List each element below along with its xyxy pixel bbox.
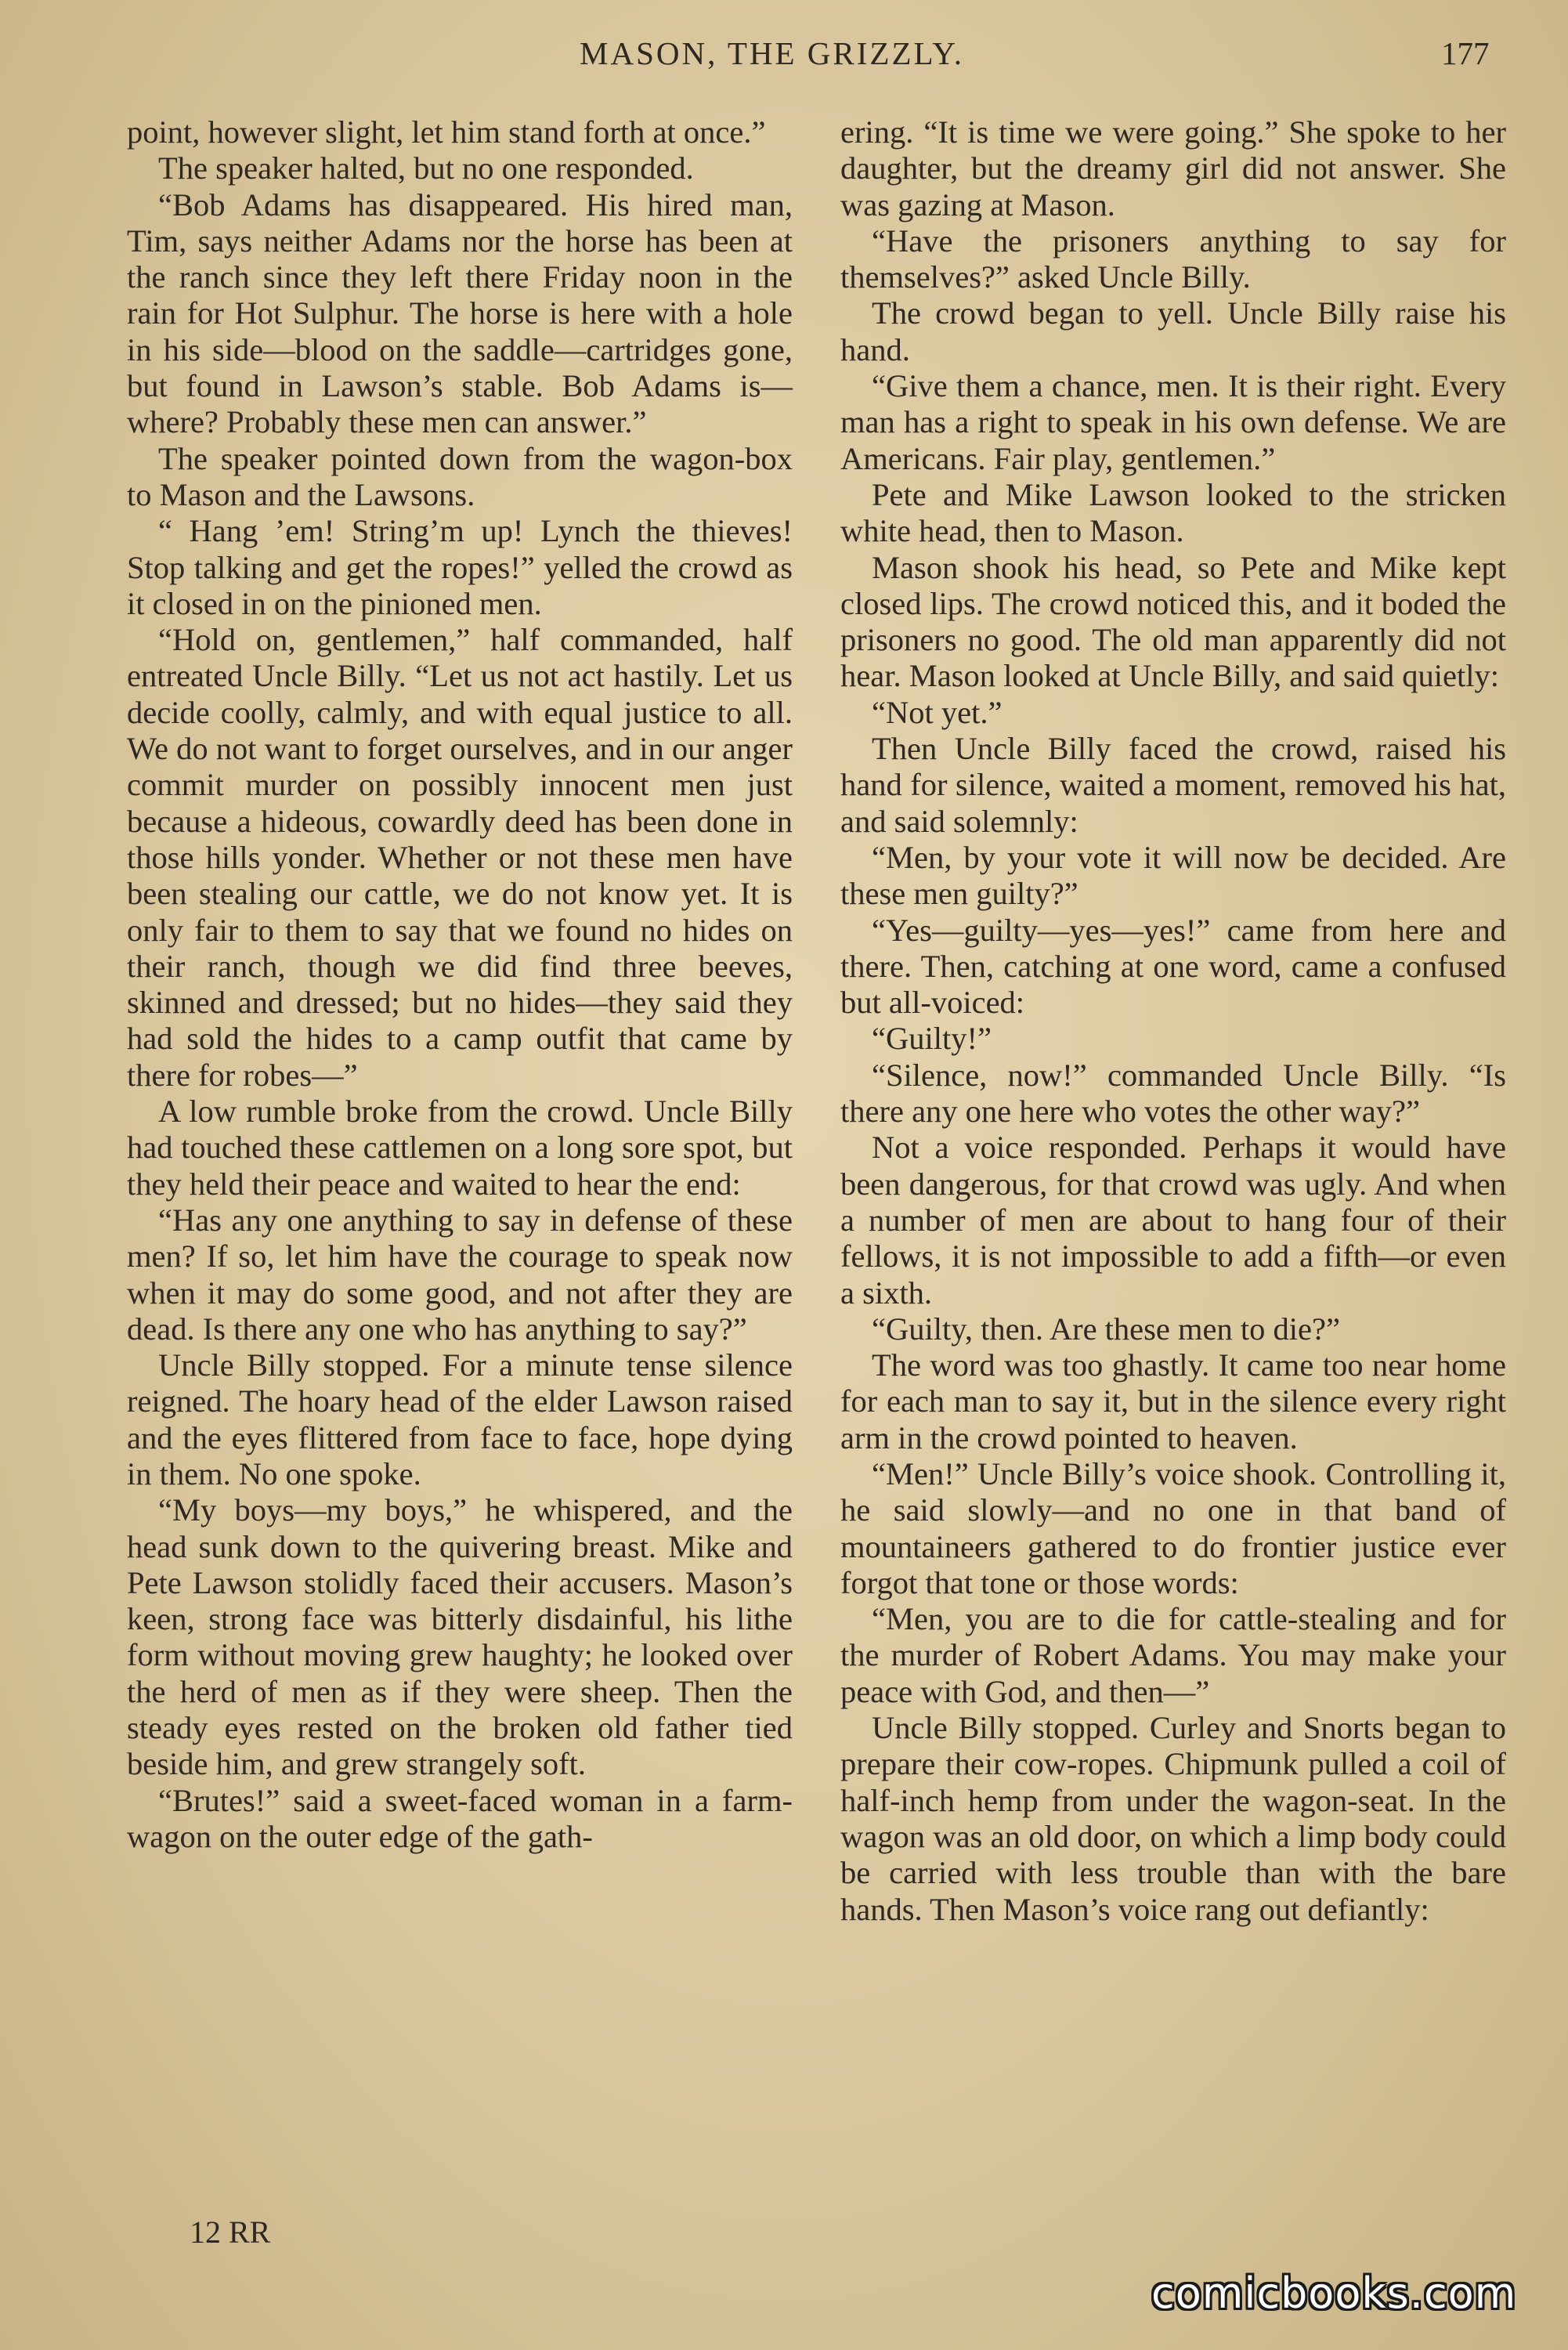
paragraph: ering. “It is time we were going.” She spoke to her daughter, but the dreamy girl did not answer. She was gazing at Mason. [840,114,1506,222]
paragraph: The speaker pointed down from the wagon-box to Mason and the Lawsons. [127,440,793,512]
left-column [127,114,793,2214]
paragraph: “My boys—my boys,” he whispered, and the head sunk down to the quivering breast. Mike and Pete Lawson stolidly faced their accusers. Mason’s keen, strong face was bitterly disdainful, his lithe form without moving grew haughty; he looked over the herd of men as if they were sheep. Then the steady eyes rested on the broken old father tied beside him, and grew strangely soft. [127,1492,793,1782]
running-head: MASON, THE GRIZZLY. [580,35,965,71]
paragraph: Not a voice responded. Perhaps it would have been dangerous, for that crowd was ugly. And when a number of men are about to hang four of their fellows, it is not impossible to add a fifth—or even a sixth. [840,1130,1506,1311]
paragraph: Uncle Billy stopped. Curley and Snorts began to prepare their cow-ropes. Chipmunk pulled a coil of half-inch hemp from under the wagon-seat. In the wagon was an old door, on which a limp body could be carried with less trouble than with the bare hands. Then Mason’s voice rang out defiantly: [840,1710,1506,1927]
paragraph: “Guilty, then. Are these men to die?” [872,1311,1340,1347]
paragraph: Then Uncle Billy faced the crowd, raised his hand for silence, waited a moment, removed his hat, and said solemnly: [840,731,1506,839]
paragraph: “Brutes!” said a sweet-faced woman in a farm-wagon on the outer edge of the gath- [127,1782,793,1854]
paragraph: “Silence, now!” commanded Uncle Billy. “Is there any one here who votes the other way?” [840,1057,1506,1130]
paragraph: “Not yet.” [872,694,1003,730]
signature-mark: 12 RR [190,2214,271,2250]
paragraph: “Give them a chance, men. It is their right. Every man has a right to speak in his own defense. We are Americans. Fair play, gentlemen.” [840,368,1506,476]
page-header [0,34,1568,81]
paragraph: Mason shook his head, so Pete and Mike kept closed lips. The crowd noticed this, and it boded the prisoners no good. The old man apparently did not hear. Mason looked at Uncle Billy, and said quietly: [840,549,1506,694]
paragraph: “Men!” Uncle Billy’s voice shook. Controlling it, he said slowly—and no one in that band of mountaineers gathered to do frontier justice ever forgot that tone or those words: [840,1455,1506,1600]
paragraph: “Bob Adams has disappeared. His hired man, Tim, says neither Adams nor the horse has been at the ranch since they left there Friday noon in the rain for Hot Sulphur. The horse is here with a hole in his side—blood on the saddle—cartridges gone, but found in Lawson’s stable. Bob Adams is—where? Probably these men can answer.” [127,186,793,440]
paragraph: The word was too ghastly. It came too near home for each man to say it, but in the silence every right arm in the crowd pointed to heaven. [840,1347,1506,1455]
paragraph: “Hold on, gentlemen,” half commanded, half entreated Uncle Billy. “Let us not act hastily. Let us decide coolly, calmly, and with equal justice to all. We do not want to forget ourselves, and in our anger commit murder on possibly innocent men just because a hideous, cowardly deed has been done in those hills yonder. Whether or not these men have been stealing our cattle, we do not know yet. It is only fair to them to say that we found no hides on their ranch, though we did find three beeves, skinned and dressed; but no hides—they said they had sold the hides to a camp outfit that came by there for robes—” [127,622,793,1093]
paragraph: “Have the prisoners anything to say for themselves?” asked Uncle Billy. [840,222,1506,295]
paragraph: “Men, by your vote it will now be decided. Are these men guilty?” [840,839,1506,912]
paragraph: The speaker halted, but no one responded. [158,150,694,186]
paragraph: “Has any one anything to say in defense of these men? If so, let him have the courage to speak now when it may do some good, and not after they are dead. Is there any one who has anything to say?” [127,1202,793,1347]
paragraph: “ Hang ’em! String’m up! Lynch the thieves! Stop talking and get the ropes!” yelled the crowd as it closed in on the pinioned men. [127,513,793,621]
paragraph: “Men, you are to die for cattle-stealing and for the murder of Robert Adams. You may make your peace with God, and then—” [840,1601,1506,1709]
paragraph: The crowd began to yell. Uncle Billy raise his hand. [840,295,1506,367]
paragraph: point, however slight, let him stand forth at once.” [127,114,766,150]
paragraph: Uncle Billy stopped. For a minute tense silence reigned. The hoary head of the elder Lawson raised and the eyes flittered from face to face, hope dying in them. No one spoke. [127,1347,793,1491]
paragraph: “Guilty!” [872,1021,992,1057]
right-column [840,114,1506,2214]
paragraph: A low rumble broke from the crowd. Uncle Billy had touched these cattlemen on a long sore spot, but they held their peace and waited to hear the end: [127,1094,793,1202]
paragraph: “Yes—guilty—yes—yes!” came from here and there. Then, catching at one word, came a confused but all-voiced: [840,912,1506,1021]
paragraph: Pete and Mike Lawson looked to the stricken white head, then to Mason. [840,476,1506,549]
page-number: 177 [1441,35,1490,71]
site-watermark: comicbooks.com [1151,2269,1517,2318]
